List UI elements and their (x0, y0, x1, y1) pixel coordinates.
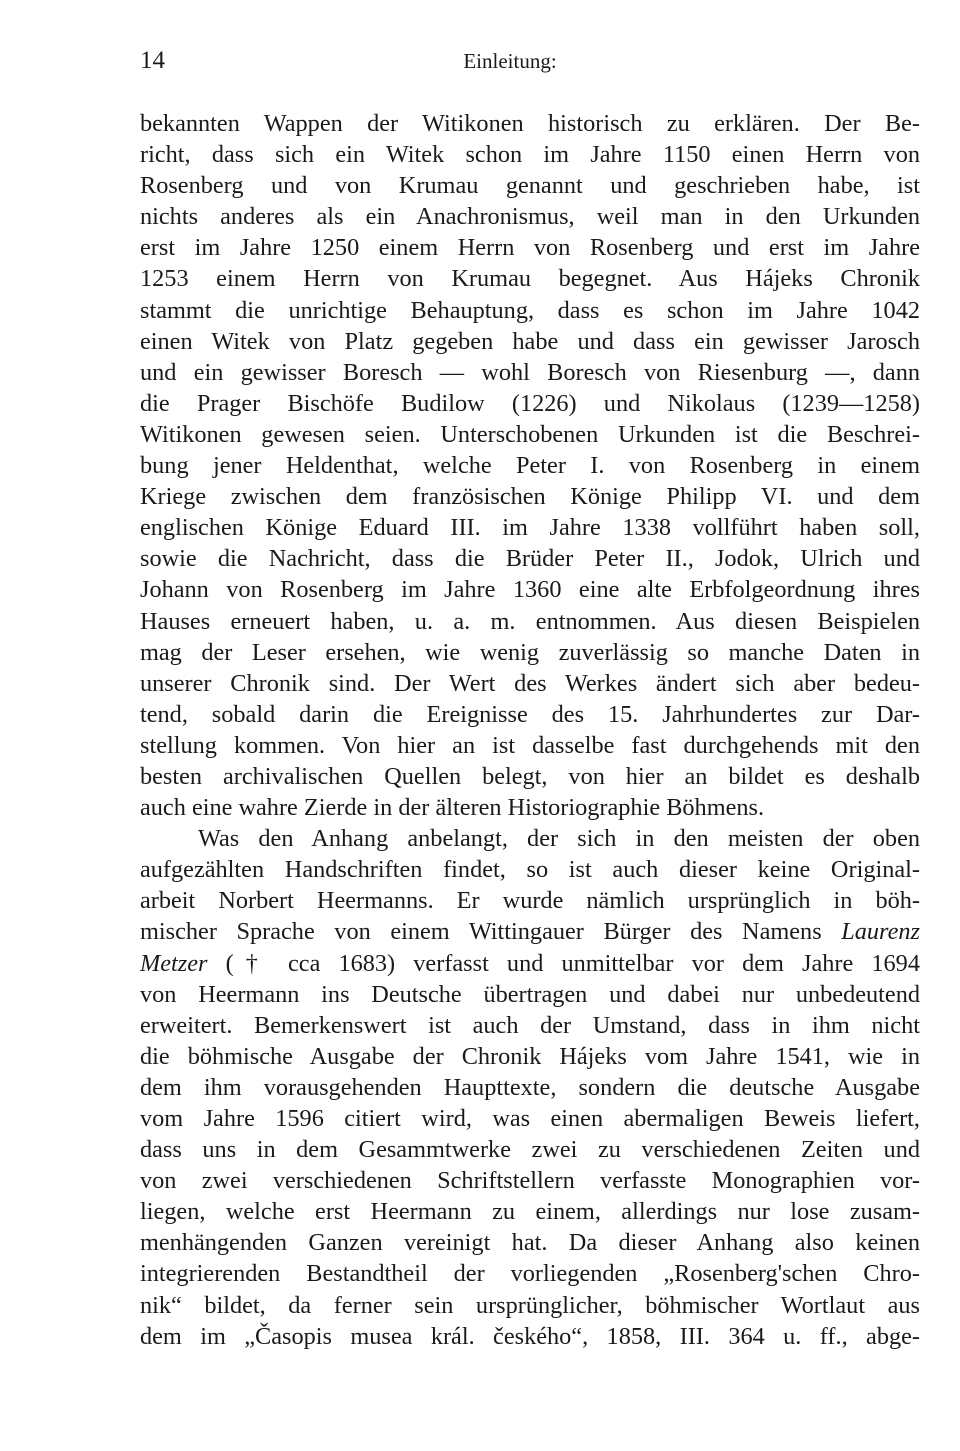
text-line: von Heermann ins Deutsche übertragen und dabei nur unbedeutend (140, 980, 920, 1008)
text-line: 1253 einem Herrn von Krumau begegnet. Aus Hájeks Chronik (140, 265, 920, 293)
text-line: bung jener Heldenthat, welche Peter I. von Rosenberg in einem (140, 452, 920, 480)
text-line: stellung kommen. Von hier an ist dasselbe fast durchgehends mit den (140, 731, 920, 759)
running-head (140, 44, 920, 78)
text-line: Johann von Rosenberg im Jahre 1360 eine alte Erbfolgeordnung ihres (140, 576, 920, 604)
text-line: und ein gewisser Boresch — wohl Boresch von Riesenburg —, dann (140, 358, 920, 386)
section-title: Einleitung: (463, 49, 557, 73)
text-segment: mischer Sprache von einem Wittingauer Bürger des Namens (140, 918, 822, 946)
text-line: dem ihm vorausgehenden Haupttexte, sondern die deutsche Ausgabe (140, 1073, 920, 1101)
text-line: einen Witek von Platz gegeben habe und dass ein gewisser Jarosch (140, 327, 920, 355)
text-line: von zwei verschiedenen Schriftstellern verfasste Monographien vor- (140, 1167, 920, 1195)
text-line: Witikonen gewesen seien. Unterschobenen Urkunden ist die Beschrei- (140, 420, 920, 448)
text-line-with-name (140, 948, 920, 979)
text-line: menhängenden Ganzen vereinigt hat. Da dieser Anhang also keinen (140, 1229, 920, 1257)
text-line: richt, dass sich ein Witek schon im Jahre 1150 einen Herrn von (140, 141, 920, 169)
text-line: sowie die Nachricht, dass die Brüder Peter II., Jodok, Ulrich und (140, 545, 920, 573)
text-line: dass uns in dem Gesammtwerke zwei zu verschiedenen Zeiten und (140, 1136, 920, 1164)
text-line: dem im „Časopis musea král. českého“, 1858, III. 364 u. ff., abge- (140, 1322, 920, 1350)
text-line: Was den Anhang anbelangt, der sich in den meisten der oben (198, 825, 920, 853)
text-line: stammt die unrichtige Behauptung, dass es schon im Jahre 1042 (140, 296, 920, 324)
text-segment: († cca 1683) verfasst und unmittelbar vor dem Jahre 1694 (225, 949, 920, 977)
text-line: Hauses erneuert haben, u. a. m. entnommen. Aus diesen Beispielen (140, 607, 920, 635)
text-line: die böhmische Ausgabe der Chronik Hájeks vom Jahre 1541, wie in (140, 1042, 920, 1070)
text-line: tend, sobald darin die Ereignisse des 15. Jahrhundertes zur Dar- (140, 700, 920, 728)
text-line: nik“ bildet, da ferner sein ursprünglicher, böhmischer Wortlaut aus (140, 1291, 920, 1319)
text-line: liegen, welche erst Heermann zu einem, allerdings nur lose zusam- (140, 1198, 920, 1226)
text-line: integrierenden Bestandtheil der vorliegenden „Rosenberg'schen Chro- (140, 1260, 920, 1288)
body-text (140, 108, 920, 1352)
paragraph-2 (140, 823, 920, 1352)
text-line: mag der Leser ersehen, wie wenig zuverlässig so manche Daten in (140, 638, 920, 666)
text-line: besten archivalischen Quellen belegt, von hier an bildet es deshalb (140, 762, 920, 790)
author-name-second: Metzer (140, 949, 208, 977)
author-name-first: Laurenz (841, 918, 920, 946)
text-line: erst im Jahre 1250 einem Herrn von Rosenberg und erst im Jahre (140, 234, 920, 262)
text-line-with-name (140, 916, 920, 947)
text-line: erweitert. Bemerkenswert ist auch der Umstand, dass in ihm nicht (140, 1011, 920, 1039)
text-line: aufgezählten Handschriften findet, so ist auch dieser keine Original- (140, 856, 920, 884)
text-line: bekannten Wappen der Witikonen historisch zu erklären. Der Be- (140, 110, 920, 137)
text-line: englischen Könige Eduard III. im Jahre 1338 vollführt haben soll, (140, 514, 920, 542)
page-number: 14 (140, 47, 165, 74)
text-line: nichts anderes als ein Anachronismus, weil man in den Urkunden (140, 203, 920, 231)
text-line: Rosenberg und von Krumau genannt und geschrieben habe, ist (140, 172, 920, 200)
text-line: die Prager Bischöfe Budilow (1226) und Nikolaus (1239—1258) (140, 389, 920, 417)
text-line: vom Jahre 1596 citiert wird, was einen abermaligen Beweis liefert, (140, 1105, 920, 1132)
text-line: unserer Chronik sind. Der Wert des Werkes ändert sich aber bedeu- (140, 669, 920, 697)
text-line: Kriege zwischen dem französischen Könige Philipp VI. und dem (140, 483, 920, 511)
text-line: auch eine wahre Zierde in der älteren Historiographie Böhmens. (140, 794, 765, 822)
paragraph-1 (140, 108, 920, 823)
text-line: arbeit Norbert Heermanns. Er wurde nämlich ursprünglich in böh- (140, 887, 920, 915)
